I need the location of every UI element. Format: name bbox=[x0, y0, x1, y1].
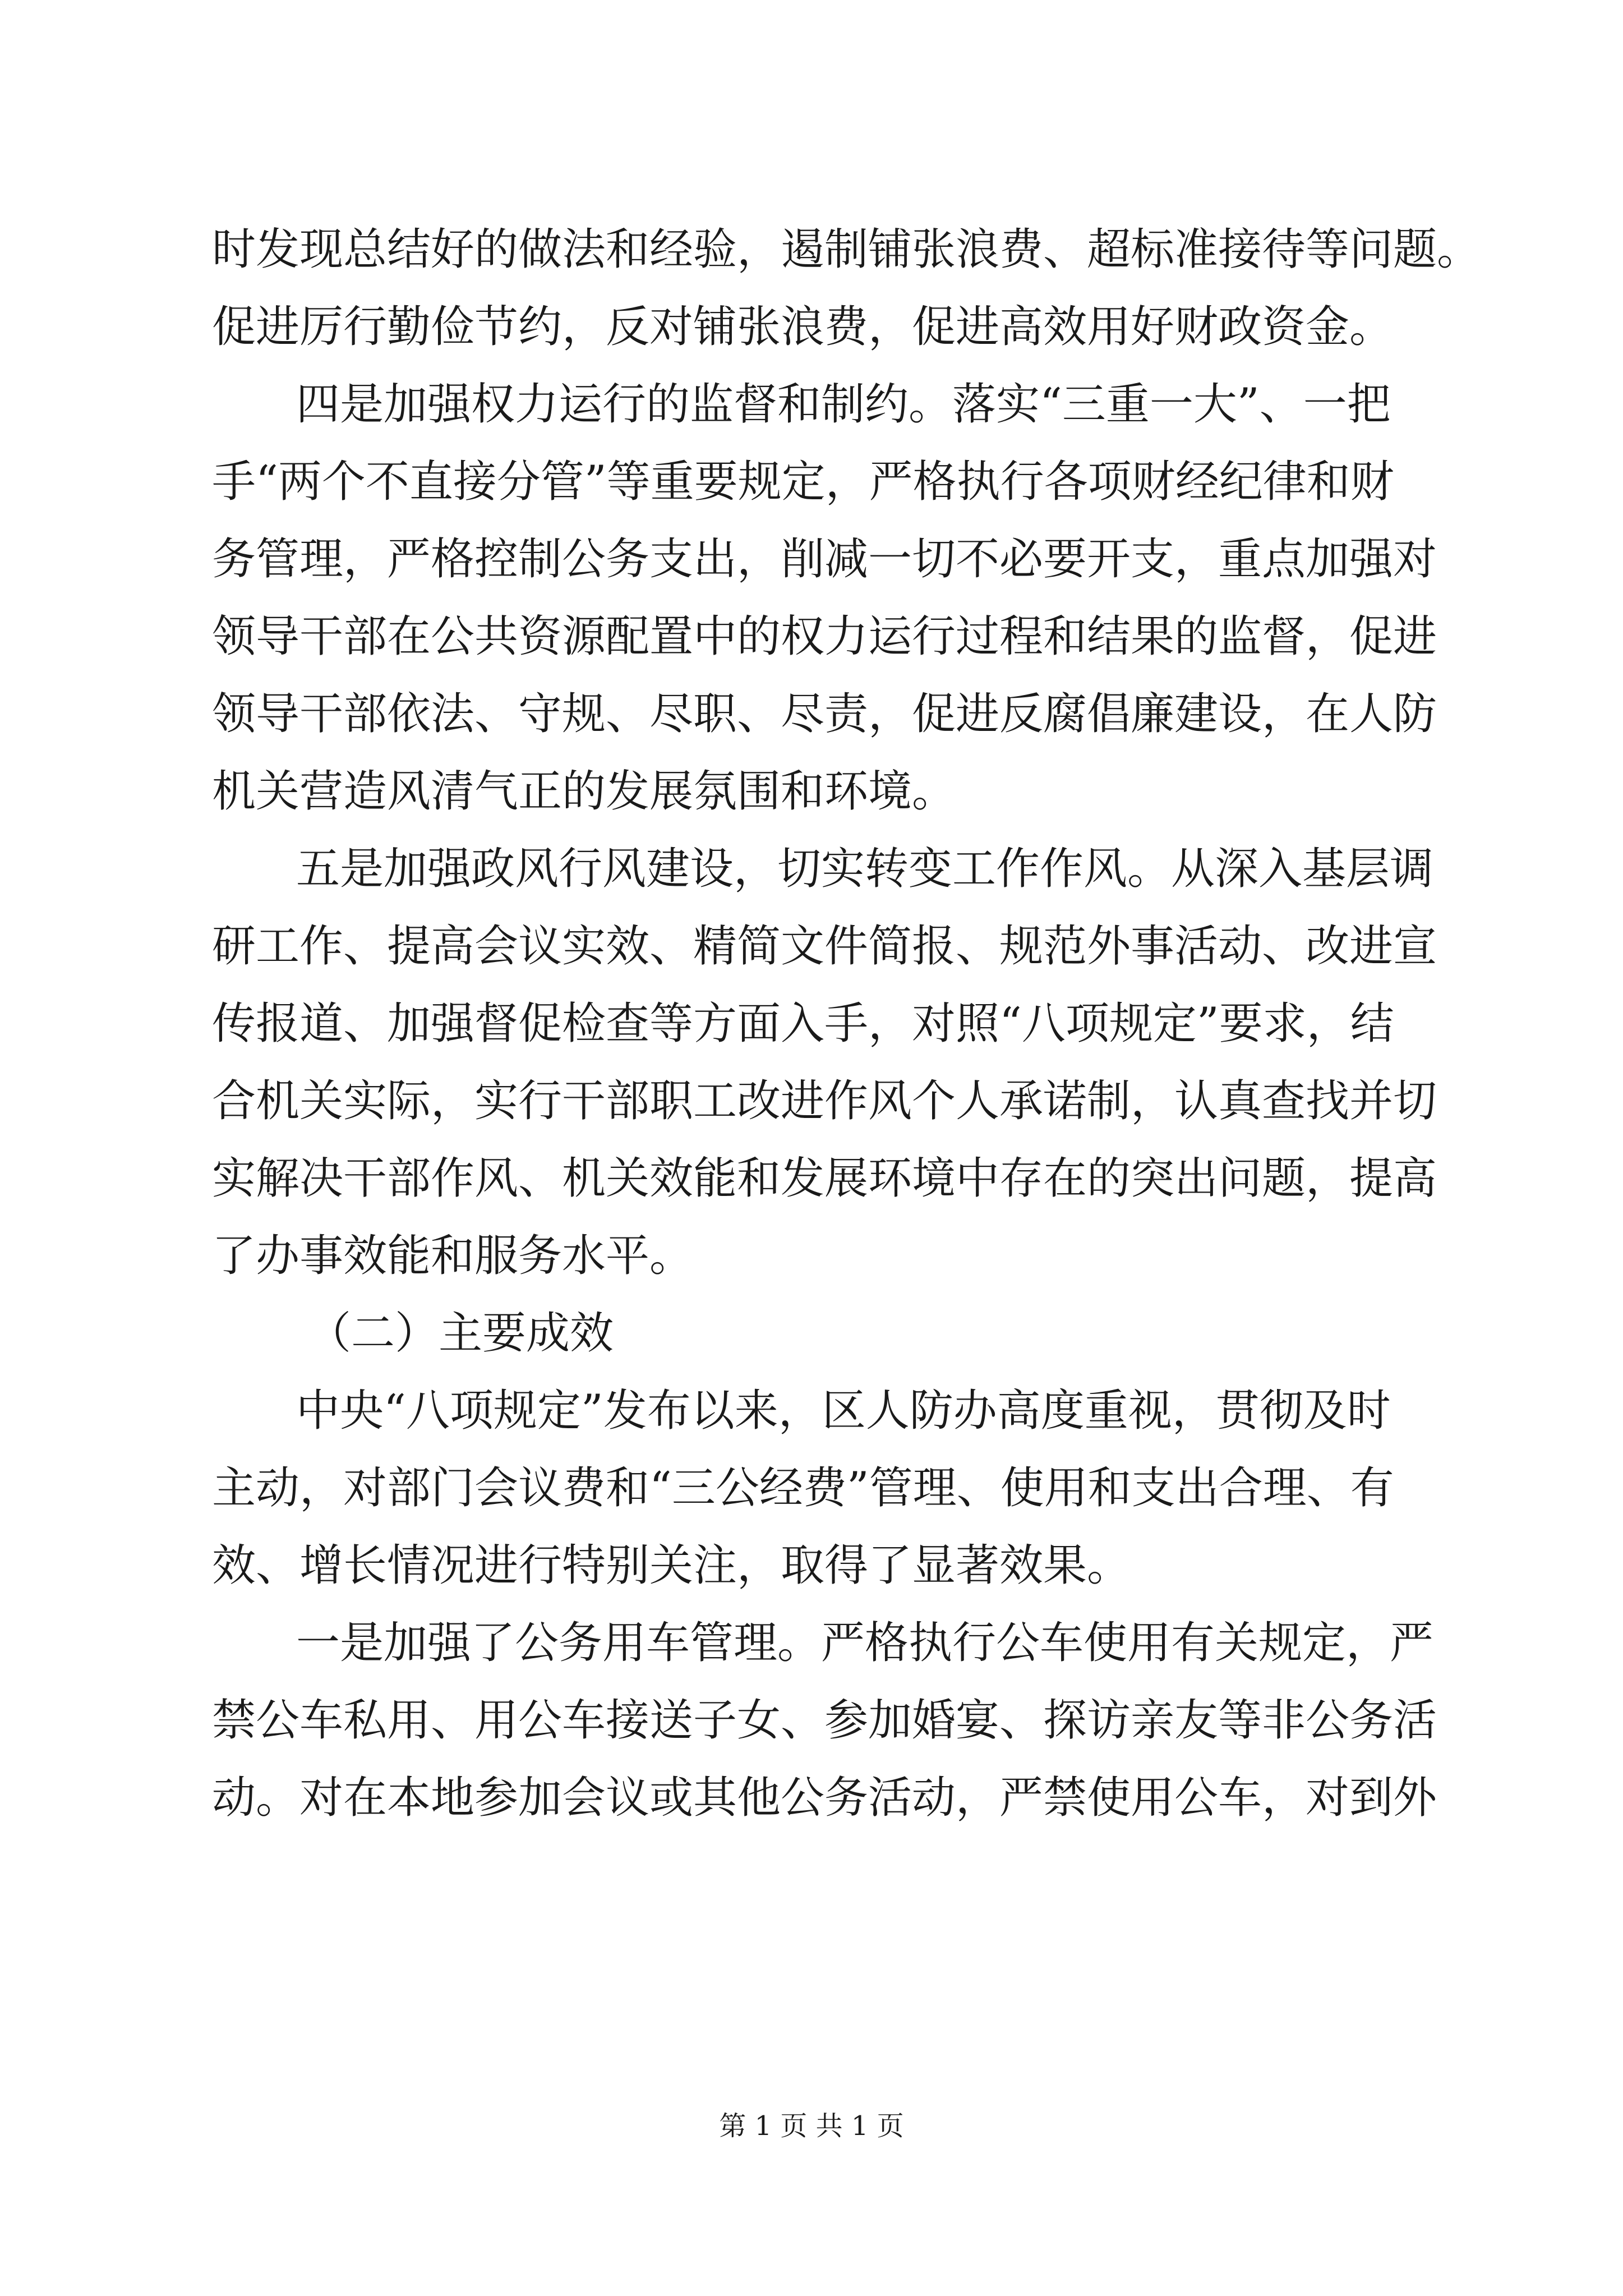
text-line: 促进厉行勤俭节约，反对铺张浪费，促进高效用好财政资金。 bbox=[212, 302, 1394, 352]
text-line: 实解决干部作风、机关效能和发展环境中存在的突出问题，提高 bbox=[212, 1153, 1437, 1204]
text-line: 主动，对部门会议费和“三公经费”管理、使用和支出合理、有 bbox=[212, 1463, 1394, 1513]
text-line: 了办事效能和服务水平。 bbox=[212, 1231, 694, 1281]
text-line: 务管理，严格控制公务支出，削减一切不必要开支，重点加强对 bbox=[212, 534, 1437, 585]
text-line: 手“两个不直接分管”等重要规定，严格执行各项财经纪律和财 bbox=[212, 457, 1394, 507]
page-footer: 第 1 页 共 1 页 bbox=[719, 2110, 904, 2142]
section-heading: （二）主要成效 bbox=[307, 1308, 614, 1359]
paragraph-start-line: 一是加强了公务用车管理。严格执行公车使用有关规定，严 bbox=[296, 1618, 1434, 1668]
text-line: 领导干部在公共资源配置中的权力运行过程和结果的监督，促进 bbox=[212, 611, 1437, 662]
paragraph-start-line: 中央“八项规定”发布以来，区人防办高度重视，贯彻及时 bbox=[296, 1386, 1391, 1436]
paragraph-start-line: 四是加强权力运行的监督和制约。落实“三重一大”、一把 bbox=[296, 379, 1391, 430]
text-line: 时发现总结好的做法和经验，遏制铺张浪费、超标准接待等问题。 bbox=[212, 224, 1481, 275]
text-line: 传报道、加强督促检查等方面入手，对照“八项规定”要求，结 bbox=[212, 999, 1394, 1049]
paragraph-start-line: 五是加强政风行风建设，切实转变工作作风。从深入基层调 bbox=[296, 844, 1434, 894]
text-line: 效、增长情况进行特别关注，取得了显著效果。 bbox=[212, 1540, 1131, 1591]
text-line: 研工作、提高会议实效、精简文件简报、规范外事活动、改进宣 bbox=[212, 921, 1437, 972]
text-line: 禁公车私用、用公车接送子女、参加婚宴、探访亲友等非公务活 bbox=[212, 1695, 1437, 1746]
text-line: 领导干部依法、守规、尽职、尽责，促进反腐倡廉建设，在人防 bbox=[212, 689, 1437, 739]
text-line: 动。对在本地参加会议或其他公务活动，严禁使用公车，对到外 bbox=[212, 1773, 1437, 1823]
text-line: 机关营造风清气正的发展氛围和环境。 bbox=[212, 766, 956, 817]
text-line: 合机关实际，实行干部职工改进作风个人承诺制，认真查找并切 bbox=[212, 1076, 1437, 1126]
